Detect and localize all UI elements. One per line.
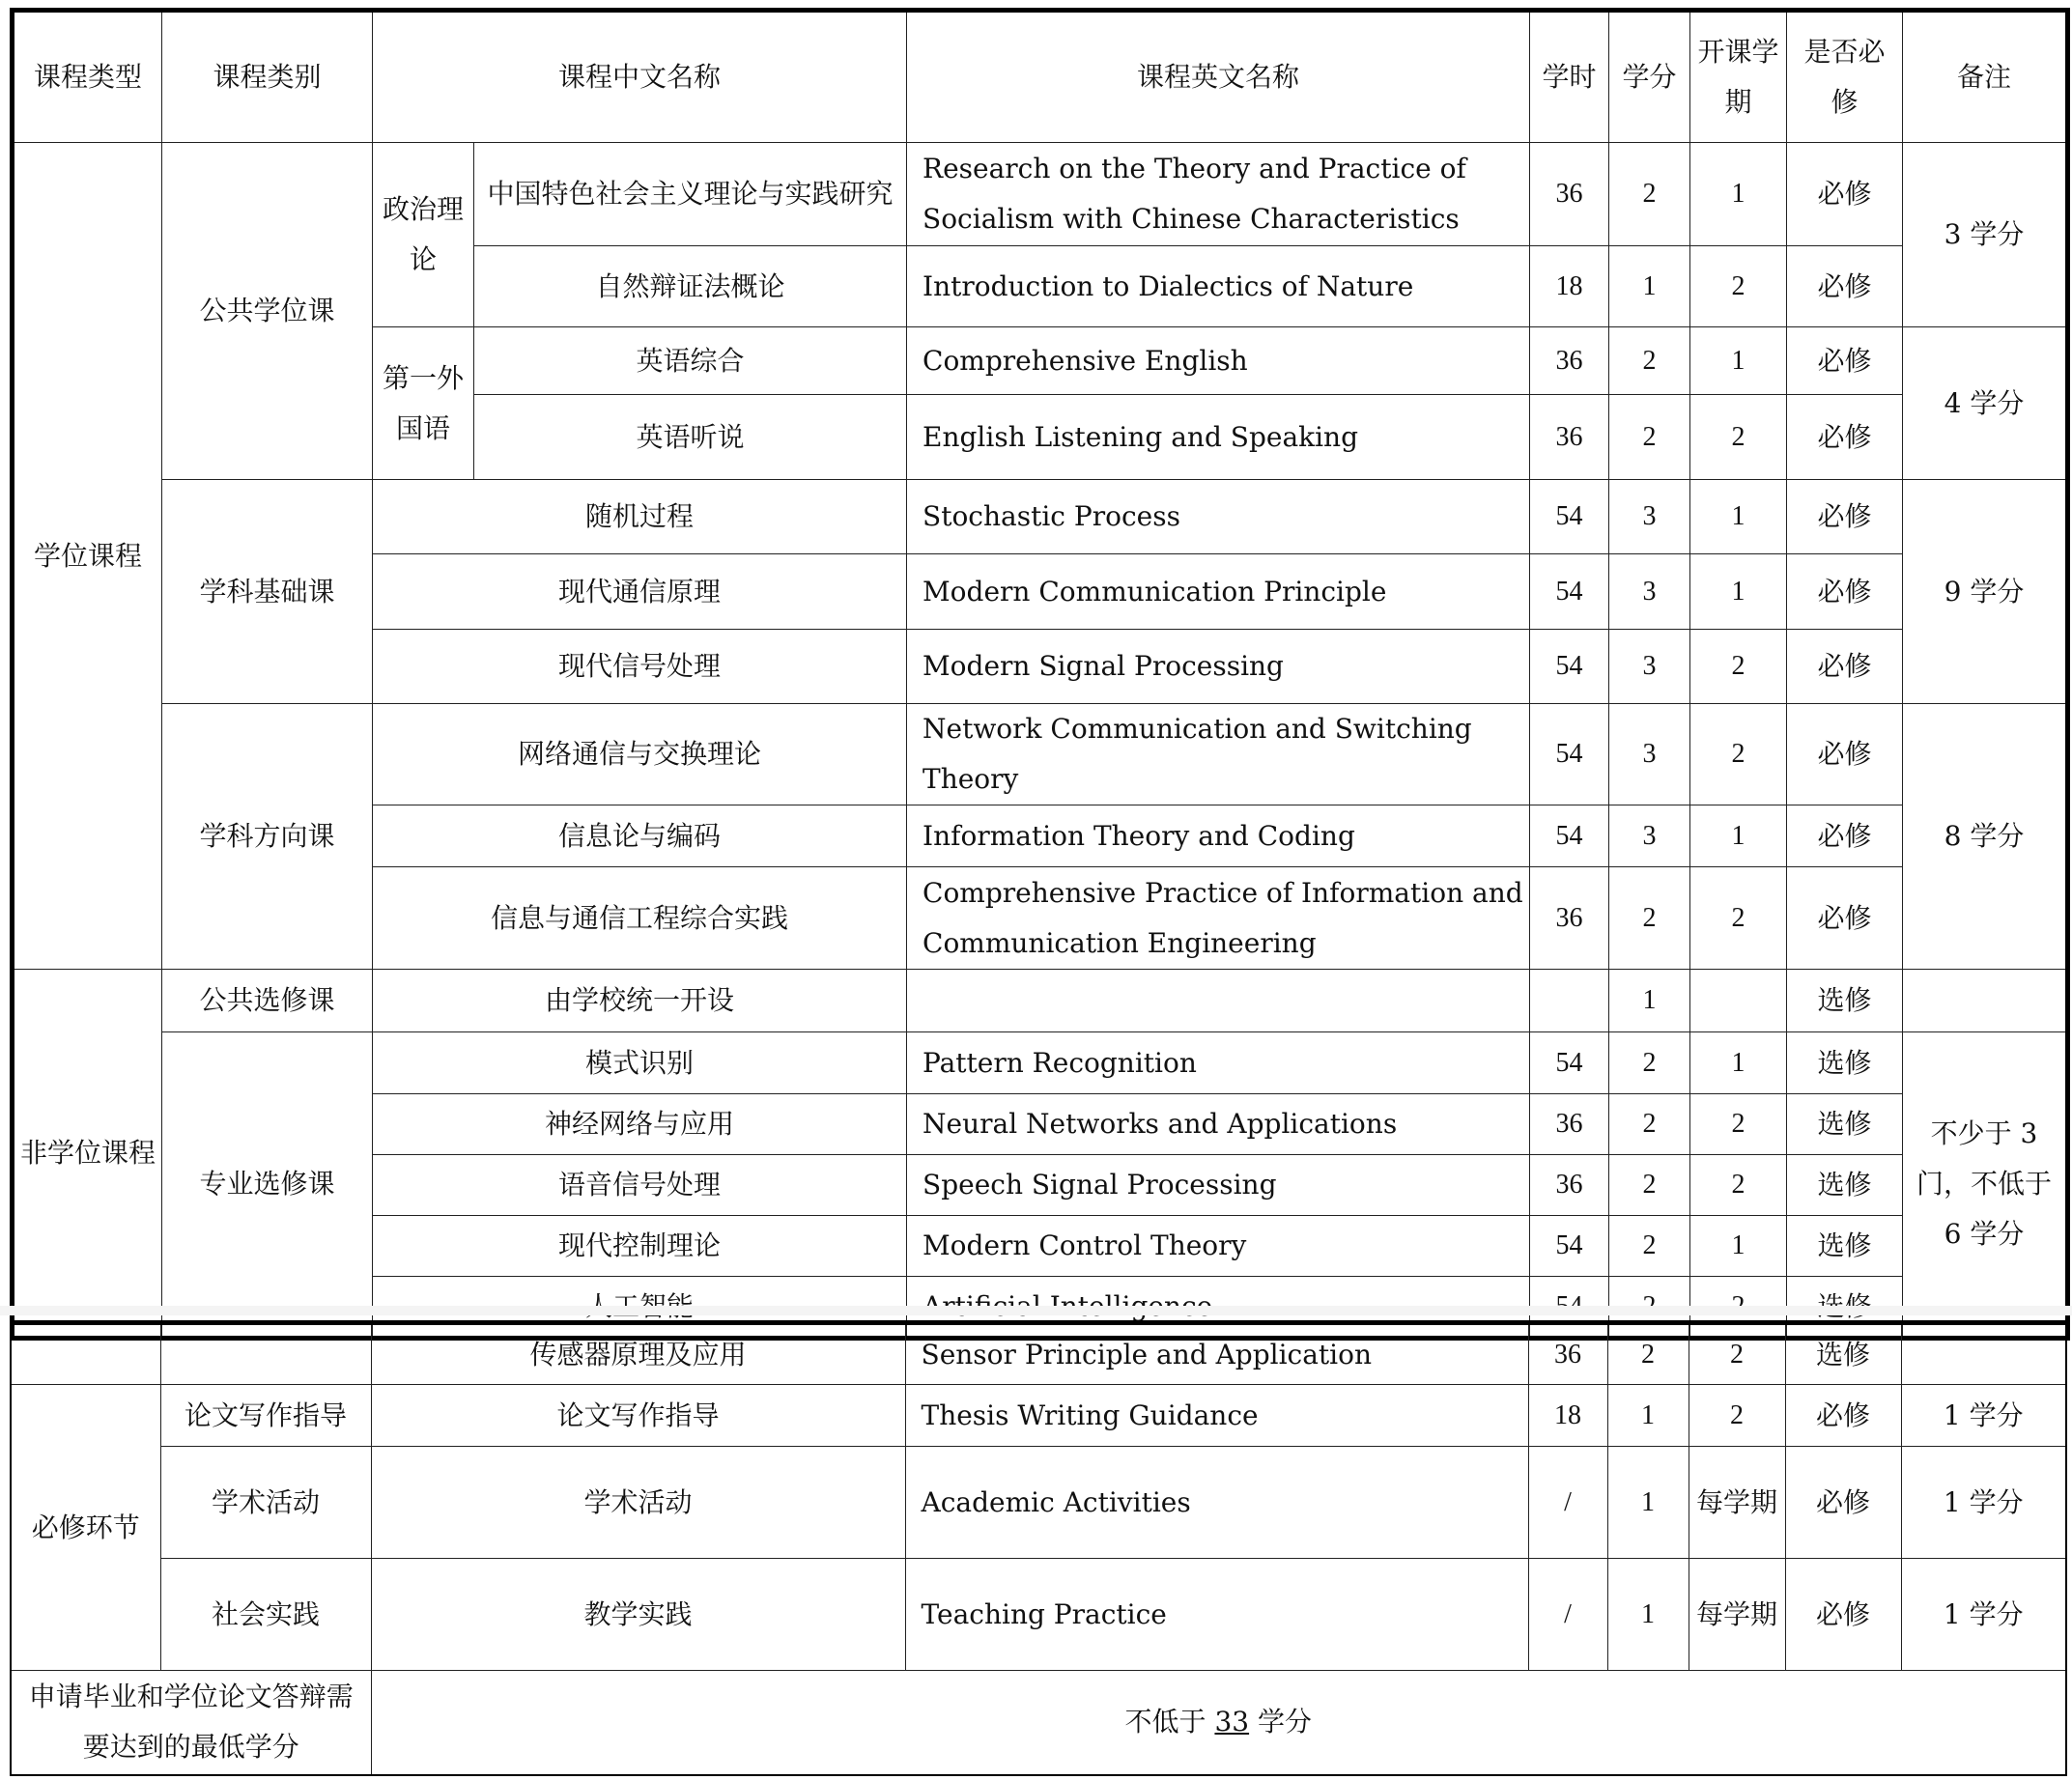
remark-cell: 不少于 3 门，不低于 6 学分 [1903, 1032, 2068, 1339]
course-hours: 18 [1530, 246, 1609, 327]
course-hours: 54 [1530, 704, 1609, 805]
min-credits-row [11, 1671, 2066, 1775]
course-required: 选修 [1787, 1155, 1903, 1216]
category-basic: 学科基础课 [162, 480, 373, 704]
course-en-name: Neural Networks and Applications [907, 1094, 1530, 1155]
remark-cell: 9 学分 [1903, 480, 2068, 704]
course-hours: 36 [1528, 1323, 1607, 1385]
course-credits: 2 [1609, 395, 1690, 480]
course-required: 必修 [1785, 1559, 1901, 1671]
course-required: 必修 [1787, 395, 1903, 480]
course-credits: 2 [1609, 1216, 1690, 1277]
course-cn-name: 传感器原理及应用 [371, 1323, 905, 1385]
course-credits: 2 [1609, 867, 1690, 970]
header-hours: 学时 [1530, 11, 1609, 143]
type-degree: 学位课程 [13, 143, 162, 970]
course-credits: 2 [1609, 1094, 1690, 1155]
table-row [13, 1032, 2068, 1094]
min-credits-label: 申请毕业和学位论文答辩需要达到的最低学分 [11, 1671, 371, 1775]
course-credits: 3 [1609, 630, 1690, 704]
course-required: 必修 [1787, 867, 1903, 970]
course-en-name: English Listening and Speaking [907, 395, 1530, 480]
header-remarks: 备注 [1903, 11, 2068, 143]
course-semester: 每学期 [1689, 1447, 1785, 1559]
course-cn-name: 信息论与编码 [373, 805, 907, 867]
course-cn-name: 现代通信原理 [373, 554, 907, 630]
category-cell-empty [160, 1323, 371, 1385]
course-required: 必修 [1785, 1447, 1901, 1559]
course-hours: / [1528, 1559, 1607, 1671]
table-header-row [13, 11, 2068, 143]
table-row [13, 143, 2068, 246]
course-cn-name: 信息与通信工程综合实践 [373, 867, 907, 970]
header-course-category: 课程类别 [162, 11, 373, 143]
course-semester: 2 [1690, 1094, 1787, 1155]
course-hours: 36 [1530, 1094, 1609, 1155]
course-en-name: Information Theory and Coding [907, 805, 1530, 867]
course-credits: 1 [1607, 1559, 1689, 1671]
course-semester [1690, 970, 1787, 1032]
course-required: 必修 [1787, 246, 1903, 327]
course-semester: 1 [1690, 1032, 1787, 1094]
course-cn-name: 现代控制理论 [373, 1216, 907, 1277]
course-en-name: Research on the Theory and Practice of Socialism with Chinese Characteristics [907, 143, 1530, 246]
course-en-name: Comprehensive Practice of Information and Communication Engineering [907, 867, 1530, 970]
course-hours: 54 [1530, 1216, 1609, 1277]
subcategory-politics: 政治理论 [373, 143, 474, 327]
course-semester: 1 [1690, 1216, 1787, 1277]
course-cn-name: 现代信号处理 [373, 630, 907, 704]
course-credits: 1 [1607, 1447, 1689, 1559]
remark-cell: 1 学分 [1901, 1447, 2066, 1559]
type-nondegree: 非学位课程 [13, 970, 162, 1339]
course-cn-name: 由学校统一开设 [373, 970, 907, 1032]
course-cn-name: 随机过程 [373, 480, 907, 554]
course-semester: 1 [1690, 805, 1787, 867]
course-hours: 54 [1530, 805, 1609, 867]
course-required: 选修 [1787, 1216, 1903, 1277]
course-en-name: Pattern Recognition [907, 1032, 1530, 1094]
min-credits-value [371, 1671, 2066, 1775]
course-semester: 2 [1690, 867, 1787, 970]
course-cn-name: 神经网络与应用 [373, 1094, 907, 1155]
remark-cell: 3 学分 [1903, 143, 2068, 327]
remark-cell-empty [1901, 1323, 2066, 1385]
category-academic: 学术活动 [160, 1447, 371, 1559]
course-cn-name: 学术活动 [371, 1447, 905, 1559]
course-table-page-1 [10, 8, 2070, 1341]
course-hours: 36 [1530, 867, 1609, 970]
header-cn-name: 课程中文名称 [373, 11, 907, 143]
table-row [11, 1323, 2066, 1385]
course-semester: 2 [1690, 704, 1787, 805]
type-cell-empty [11, 1323, 160, 1385]
table-row [11, 1447, 2066, 1559]
course-required: 必修 [1787, 327, 1903, 395]
course-semester: 2 [1690, 1155, 1787, 1216]
course-required: 选修 [1785, 1323, 1901, 1385]
course-credits: 2 [1609, 143, 1690, 246]
header-course-type: 课程类型 [13, 11, 162, 143]
page-break [0, 1306, 2072, 1315]
course-credits: 1 [1607, 1385, 1689, 1447]
course-hours: 36 [1530, 143, 1609, 246]
remark-cell: 1 学分 [1901, 1559, 2066, 1671]
category-major-elective: 专业选修课 [162, 1032, 373, 1339]
table-row [13, 704, 2068, 805]
course-en-name: Sensor Principle and Application [905, 1323, 1528, 1385]
course-hours: 36 [1530, 327, 1609, 395]
course-cn-name: 网络通信与交换理论 [373, 704, 907, 805]
header-semester: 开课学期 [1690, 11, 1787, 143]
course-credits: 3 [1609, 704, 1690, 805]
course-required: 选修 [1787, 1032, 1903, 1094]
type-required-links: 必修环节 [11, 1385, 160, 1671]
course-required: 必修 [1787, 805, 1903, 867]
course-cn-name: 英语综合 [474, 327, 907, 395]
min-credits-number: 33 [1214, 1706, 1250, 1738]
course-credits: 2 [1609, 1032, 1690, 1094]
course-en-name: Teaching Practice [905, 1559, 1528, 1671]
course-cn-name: 自然辩证法概论 [474, 246, 907, 327]
course-semester: 2 [1690, 630, 1787, 704]
course-credits: 2 [1609, 327, 1690, 395]
course-cn-name: 中国特色社会主义理论与实践研究 [474, 143, 907, 246]
category-public-elective: 公共选修课 [162, 970, 373, 1032]
table-row [13, 970, 2068, 1032]
course-credits: 1 [1609, 246, 1690, 327]
min-credits-prefix: 不低于 [1124, 1706, 1215, 1738]
course-credits: 3 [1609, 554, 1690, 630]
course-credits: 2 [1609, 1155, 1690, 1216]
course-credits: 1 [1609, 970, 1690, 1032]
course-hours: 54 [1530, 480, 1609, 554]
course-en-name: Modern Signal Processing [907, 630, 1530, 704]
course-en-name: Speech Signal Processing [907, 1155, 1530, 1216]
course-required: 选修 [1787, 970, 1903, 1032]
header-required: 是否必修 [1787, 11, 1903, 143]
course-cn-name: 语音信号处理 [373, 1155, 907, 1216]
course-en-name: Stochastic Process [907, 480, 1530, 554]
course-en-name: Modern Communication Principle [907, 554, 1530, 630]
course-hours: 54 [1530, 554, 1609, 630]
course-required: 必修 [1787, 554, 1903, 630]
course-semester: 1 [1690, 143, 1787, 246]
course-en-name: Thesis Writing Guidance [905, 1385, 1528, 1447]
header-en-name: 课程英文名称 [907, 11, 1530, 143]
course-required: 必修 [1787, 480, 1903, 554]
header-credits: 学分 [1609, 11, 1690, 143]
course-semester: 1 [1690, 327, 1787, 395]
remark-cell: 4 学分 [1903, 327, 2068, 480]
course-required: 必修 [1787, 630, 1903, 704]
course-semester: 2 [1689, 1323, 1785, 1385]
course-cn-name: 英语听说 [474, 395, 907, 480]
course-en-name: Modern Control Theory [907, 1216, 1530, 1277]
course-hours: 18 [1528, 1385, 1607, 1447]
course-required: 选修 [1787, 1094, 1903, 1155]
remark-cell: 8 学分 [1903, 704, 2068, 970]
table-row [13, 480, 2068, 554]
category-public-degree: 公共学位课 [162, 143, 373, 480]
course-credits: 2 [1607, 1323, 1689, 1385]
course-en-name: Academic Activities [905, 1447, 1528, 1559]
remark-cell: 1 学分 [1901, 1385, 2066, 1447]
course-hours: 54 [1530, 1032, 1609, 1094]
course-semester: 每学期 [1689, 1559, 1785, 1671]
table-row [11, 1559, 2066, 1671]
course-semester: 2 [1690, 246, 1787, 327]
course-credits: 3 [1609, 480, 1690, 554]
course-required: 必修 [1785, 1385, 1901, 1447]
course-cn-name: 教学实践 [371, 1559, 905, 1671]
category-thesis: 论文写作指导 [160, 1385, 371, 1447]
course-semester: 2 [1690, 395, 1787, 480]
course-credits: 3 [1609, 805, 1690, 867]
course-table-page-2 [10, 1320, 2067, 1776]
course-en-name: Comprehensive English [907, 327, 1530, 395]
course-semester: 1 [1690, 480, 1787, 554]
course-hours: 36 [1530, 1155, 1609, 1216]
remark-cell-empty [1903, 970, 2068, 1032]
course-en-name: Introduction to Dialectics of Nature [907, 246, 1530, 327]
course-hours: 54 [1530, 630, 1609, 704]
course-hours [1530, 970, 1609, 1032]
category-social: 社会实践 [160, 1559, 371, 1671]
course-cn-name: 论文写作指导 [371, 1385, 905, 1447]
subcategory-foreign-language: 第一外国语 [373, 327, 474, 480]
category-direction: 学科方向课 [162, 704, 373, 970]
course-required: 必修 [1787, 143, 1903, 246]
course-hours: / [1528, 1447, 1607, 1559]
course-hours: 36 [1530, 395, 1609, 480]
min-credits-suffix: 学分 [1249, 1706, 1312, 1738]
table-row [11, 1385, 2066, 1447]
course-required: 必修 [1787, 704, 1903, 805]
course-en-name [907, 970, 1530, 1032]
course-en-name: Network Communication and Switching Theory [907, 704, 1530, 805]
course-cn-name: 模式识别 [373, 1032, 907, 1094]
course-semester: 2 [1689, 1385, 1785, 1447]
course-semester: 1 [1690, 554, 1787, 630]
